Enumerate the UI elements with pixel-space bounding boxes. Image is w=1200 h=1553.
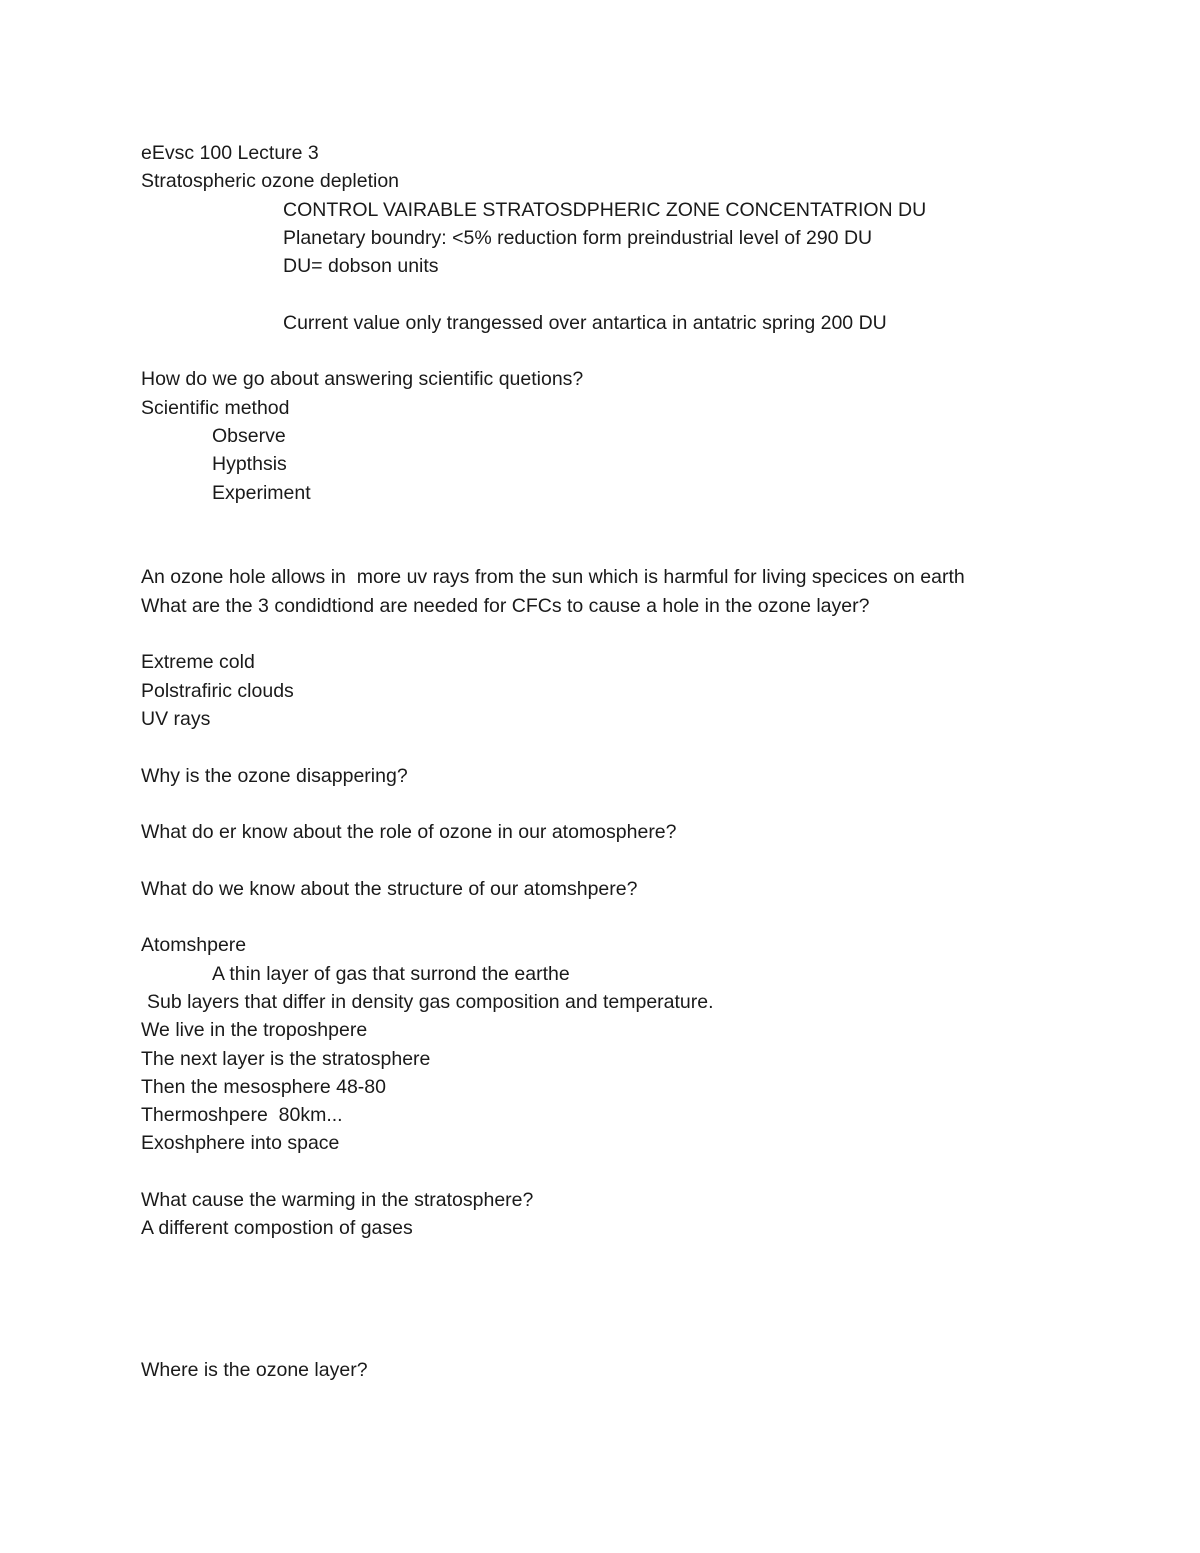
text-line: Sub layers that differ in density gas composition and temperature.: [147, 990, 714, 1013]
list-item: Extreme cold: [141, 651, 255, 674]
blank-line: [141, 1327, 1141, 1355]
text-line: What do we know about the structure of our atomshpere?: [141, 877, 638, 900]
text-line: A thin layer of gas that surrond the earthe: [212, 962, 570, 985]
text-line: What cause the warming in the stratosphere?: [141, 1188, 534, 1211]
blank-line: [141, 903, 1141, 931]
text-line: Then the mesosphere 48-80: [141, 1075, 386, 1098]
list-item: Hypthsis: [212, 453, 287, 476]
text-line: How do we go about answering scientific quetions?: [141, 368, 584, 391]
text-line: What are the 3 condidtiond are needed for CFCs to cause a hole in the ozone layer?: [141, 594, 870, 617]
text-line: We live in the troposhpere: [141, 1019, 368, 1042]
text-line: Scientific method: [141, 396, 290, 419]
blank-line: [141, 846, 1141, 874]
blank-line: [141, 1243, 1141, 1271]
blank-line: [141, 1299, 1141, 1327]
blank-line: [141, 535, 1141, 563]
text-line: Thermoshpere 80km...: [141, 1104, 343, 1127]
blank-line: [141, 280, 1141, 308]
text-line: An ozone hole allows in more uv rays from the sun which is harmful for living specices on earth: [141, 566, 965, 589]
text-line: Planetary boundry: <5% reduction form preindustrial level of 290 DU: [283, 226, 873, 249]
blank-line: [141, 337, 1141, 365]
text-line: The next layer is the stratosphere: [141, 1047, 431, 1070]
text-line: What do er know about the role of ozone in our atomosphere?: [141, 821, 677, 844]
doc-title: eEvsc 100 Lecture 3: [141, 142, 319, 164]
list-item: Polstrafiric clouds: [141, 679, 294, 702]
document-body: [141, 139, 1141, 1384]
blank-line: [141, 1271, 1141, 1299]
blank-line: [141, 733, 1141, 761]
blank-line: [141, 790, 1141, 818]
text-line: Where is the ozone layer?: [141, 1358, 368, 1381]
doc-subtitle: Stratospheric ozone depletion: [141, 170, 400, 193]
text-line: CONTROL VAIRABLE STRATOSDPHERIC ZONE CONCENTATRION DU: [283, 198, 927, 221]
list-item: Experiment: [212, 481, 311, 504]
text-line: Exoshphere into space: [141, 1132, 340, 1155]
list-item: UV rays: [141, 707, 211, 730]
text-line: Current value only trangessed over antartica in antatric spring 200 DU: [283, 311, 887, 334]
blank-line: [141, 507, 1141, 535]
list-item: Observe: [212, 424, 286, 447]
text-line: DU= dobson units: [283, 255, 439, 278]
text-line: A different compostion of gases: [141, 1217, 413, 1240]
text-line: Why is the ozone disappering?: [141, 764, 408, 787]
blank-line: [141, 620, 1141, 648]
blank-line: [141, 1158, 1141, 1186]
text-line: Atomshpere: [141, 934, 247, 957]
